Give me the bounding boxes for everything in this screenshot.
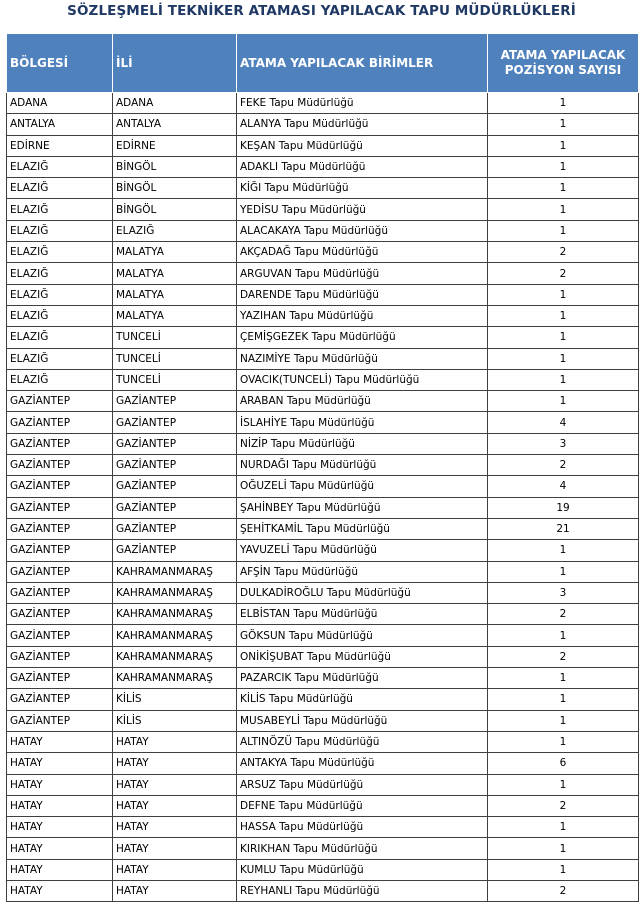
table-row bbox=[7, 199, 639, 220]
unit-cell: YEDİSU Tapu Müdürlüğü bbox=[237, 199, 488, 220]
column-header-position-count: ATAMA YAPILACAK POZİSYON SAYISI bbox=[488, 34, 639, 93]
table-row bbox=[7, 646, 639, 667]
table-row bbox=[7, 433, 639, 454]
unit-cell: AFŞİN Tapu Müdürlüğü bbox=[237, 561, 488, 582]
position-count-cell: 1 bbox=[488, 731, 639, 752]
province-cell: HATAY bbox=[113, 838, 237, 859]
position-count-cell: 1 bbox=[488, 838, 639, 859]
column-header-province: İLİ bbox=[113, 34, 237, 93]
unit-cell: ALTINÖZÜ Tapu Müdürlüğü bbox=[237, 731, 488, 752]
column-header-unit: ATAMA YAPILACAK BİRİMLER bbox=[237, 34, 488, 93]
region-cell: HATAY bbox=[7, 859, 113, 880]
position-count-cell: 1 bbox=[488, 199, 639, 220]
position-count-cell: 1 bbox=[488, 774, 639, 795]
table-row bbox=[7, 795, 639, 816]
table-row bbox=[7, 220, 639, 241]
unit-cell: NURDAĞI Tapu Müdürlüğü bbox=[237, 455, 488, 476]
unit-cell: DARENDE Tapu Müdürlüğü bbox=[237, 284, 488, 305]
province-cell: BİNGÖL bbox=[113, 199, 237, 220]
position-count-cell: 1 bbox=[488, 369, 639, 390]
region-cell: GAZİANTEP bbox=[7, 646, 113, 667]
unit-cell: REYHANLI Tapu Müdürlüğü bbox=[237, 880, 488, 901]
position-count-cell: 2 bbox=[488, 263, 639, 284]
table-row bbox=[7, 753, 639, 774]
region-cell: HATAY bbox=[7, 774, 113, 795]
position-count-cell: 3 bbox=[488, 433, 639, 454]
province-cell: HATAY bbox=[113, 753, 237, 774]
unit-cell: ŞEHİTKAMİL Tapu Müdürlüğü bbox=[237, 518, 488, 539]
position-count-cell: 2 bbox=[488, 646, 639, 667]
table-row bbox=[7, 668, 639, 689]
position-count-cell: 2 bbox=[488, 880, 639, 901]
unit-cell: HASSA Tapu Müdürlüğü bbox=[237, 817, 488, 838]
region-cell: ANTALYA bbox=[7, 114, 113, 135]
table-row bbox=[7, 561, 639, 582]
province-cell: TUNCELİ bbox=[113, 369, 237, 390]
table-row bbox=[7, 242, 639, 263]
table-row bbox=[7, 455, 639, 476]
table-row bbox=[7, 263, 639, 284]
unit-cell: AKÇADAĞ Tapu Müdürlüğü bbox=[237, 242, 488, 263]
region-cell: ELAZIĞ bbox=[7, 305, 113, 326]
unit-cell: GÖKSUN Tapu Müdürlüğü bbox=[237, 625, 488, 646]
unit-cell: NİZİP Tapu Müdürlüğü bbox=[237, 433, 488, 454]
region-cell: GAZİANTEP bbox=[7, 476, 113, 497]
region-cell: ELAZIĞ bbox=[7, 327, 113, 348]
province-cell: MALATYA bbox=[113, 242, 237, 263]
province-cell: HATAY bbox=[113, 795, 237, 816]
position-count-cell: 1 bbox=[488, 305, 639, 326]
position-count-cell: 1 bbox=[488, 327, 639, 348]
province-cell: KAHRAMANMARAŞ bbox=[113, 625, 237, 646]
province-cell: KAHRAMANMARAŞ bbox=[113, 582, 237, 603]
position-count-cell: 1 bbox=[488, 93, 639, 114]
region-cell: HATAY bbox=[7, 795, 113, 816]
region-cell: GAZİANTEP bbox=[7, 412, 113, 433]
province-cell: KAHRAMANMARAŞ bbox=[113, 604, 237, 625]
province-cell: ELAZIĞ bbox=[113, 220, 237, 241]
position-count-cell: 1 bbox=[488, 284, 639, 305]
table-row bbox=[7, 838, 639, 859]
province-cell: ADANA bbox=[113, 93, 237, 114]
position-count-cell: 2 bbox=[488, 604, 639, 625]
table-row bbox=[7, 817, 639, 838]
region-cell: GAZİANTEP bbox=[7, 391, 113, 412]
region-cell: ADANA bbox=[7, 93, 113, 114]
province-cell: KİLİS bbox=[113, 710, 237, 731]
table-row bbox=[7, 284, 639, 305]
region-cell: GAZİANTEP bbox=[7, 710, 113, 731]
region-cell: ELAZIĞ bbox=[7, 348, 113, 369]
table-row bbox=[7, 93, 639, 114]
table-row bbox=[7, 731, 639, 752]
position-count-cell: 3 bbox=[488, 582, 639, 603]
region-cell: ELAZIĞ bbox=[7, 369, 113, 390]
position-count-cell: 4 bbox=[488, 476, 639, 497]
province-cell: KİLİS bbox=[113, 689, 237, 710]
region-cell: ELAZIĞ bbox=[7, 263, 113, 284]
region-cell: GAZİANTEP bbox=[7, 625, 113, 646]
table-row bbox=[7, 348, 639, 369]
position-count-cell: 1 bbox=[488, 561, 639, 582]
province-cell: GAZİANTEP bbox=[113, 391, 237, 412]
unit-cell: ANTAKYA Tapu Müdürlüğü bbox=[237, 753, 488, 774]
unit-cell: YAVUZELİ Tapu Müdürlüğü bbox=[237, 540, 488, 561]
position-count-cell: 1 bbox=[488, 710, 639, 731]
position-count-cell: 4 bbox=[488, 412, 639, 433]
unit-cell: NAZIMİYE Tapu Müdürlüğü bbox=[237, 348, 488, 369]
table-row bbox=[7, 476, 639, 497]
table-row bbox=[7, 369, 639, 390]
unit-cell: KIRIKHAN Tapu Müdürlüğü bbox=[237, 838, 488, 859]
province-cell: HATAY bbox=[113, 774, 237, 795]
table-header-row bbox=[7, 34, 639, 93]
region-cell: HATAY bbox=[7, 880, 113, 901]
region-cell: GAZİANTEP bbox=[7, 518, 113, 539]
unit-cell: YAZIHAN Tapu Müdürlüğü bbox=[237, 305, 488, 326]
province-cell: TUNCELİ bbox=[113, 327, 237, 348]
table-row bbox=[7, 689, 639, 710]
region-cell: GAZİANTEP bbox=[7, 540, 113, 561]
province-cell: HATAY bbox=[113, 817, 237, 838]
position-count-cell: 1 bbox=[488, 156, 639, 177]
position-count-cell: 1 bbox=[488, 859, 639, 880]
region-cell: GAZİANTEP bbox=[7, 497, 113, 518]
table-row bbox=[7, 327, 639, 348]
column-header-region: BÖLGESİ bbox=[7, 34, 113, 93]
table-row bbox=[7, 604, 639, 625]
table-row bbox=[7, 497, 639, 518]
position-count-cell: 1 bbox=[488, 114, 639, 135]
table-row bbox=[7, 774, 639, 795]
province-cell: HATAY bbox=[113, 731, 237, 752]
table-row bbox=[7, 582, 639, 603]
region-cell: HATAY bbox=[7, 838, 113, 859]
region-cell: HATAY bbox=[7, 731, 113, 752]
province-cell: GAZİANTEP bbox=[113, 497, 237, 518]
unit-cell: ALACAKAYA Tapu Müdürlüğü bbox=[237, 220, 488, 241]
position-count-cell: 1 bbox=[488, 668, 639, 689]
position-count-cell: 2 bbox=[488, 795, 639, 816]
unit-cell: ARABAN Tapu Müdürlüğü bbox=[237, 391, 488, 412]
position-count-cell: 1 bbox=[488, 817, 639, 838]
unit-cell: PAZARCIK Tapu Müdürlüğü bbox=[237, 668, 488, 689]
unit-cell: DEFNE Tapu Müdürlüğü bbox=[237, 795, 488, 816]
region-cell: EDİRNE bbox=[7, 135, 113, 156]
unit-cell: KEŞAN Tapu Müdürlüğü bbox=[237, 135, 488, 156]
region-cell: ELAZIĞ bbox=[7, 178, 113, 199]
table-body bbox=[7, 93, 639, 902]
province-cell: MALATYA bbox=[113, 263, 237, 284]
province-cell: GAZİANTEP bbox=[113, 540, 237, 561]
province-cell: KAHRAMANMARAŞ bbox=[113, 668, 237, 689]
position-count-cell: 1 bbox=[488, 540, 639, 561]
province-cell: MALATYA bbox=[113, 305, 237, 326]
unit-cell: ARSUZ Tapu Müdürlüğü bbox=[237, 774, 488, 795]
position-count-cell: 2 bbox=[488, 455, 639, 476]
position-count-cell: 2 bbox=[488, 242, 639, 263]
unit-cell: MUSABEYLİ Tapu Müdürlüğü bbox=[237, 710, 488, 731]
province-cell: TUNCELİ bbox=[113, 348, 237, 369]
province-cell: KAHRAMANMARAŞ bbox=[113, 561, 237, 582]
region-cell: ELAZIĞ bbox=[7, 220, 113, 241]
unit-cell: FEKE Tapu Müdürlüğü bbox=[237, 93, 488, 114]
region-cell: GAZİANTEP bbox=[7, 689, 113, 710]
position-count-cell: 1 bbox=[488, 348, 639, 369]
table-row bbox=[7, 114, 639, 135]
position-count-cell: 1 bbox=[488, 625, 639, 646]
table-row bbox=[7, 625, 639, 646]
table-row bbox=[7, 880, 639, 901]
position-count-cell: 21 bbox=[488, 518, 639, 539]
province-cell: KAHRAMANMARAŞ bbox=[113, 646, 237, 667]
table-row bbox=[7, 178, 639, 199]
region-cell: HATAY bbox=[7, 817, 113, 838]
province-cell: GAZİANTEP bbox=[113, 476, 237, 497]
unit-cell: ŞAHİNBEY Tapu Müdürlüğü bbox=[237, 497, 488, 518]
position-count-cell: 1 bbox=[488, 689, 639, 710]
table-row bbox=[7, 156, 639, 177]
unit-cell: KİĞI Tapu Müdürlüğü bbox=[237, 178, 488, 199]
region-cell: GAZİANTEP bbox=[7, 561, 113, 582]
unit-cell: ÇEMİŞGEZEK Tapu Müdürlüğü bbox=[237, 327, 488, 348]
province-cell: EDİRNE bbox=[113, 135, 237, 156]
unit-cell: ARGUVAN Tapu Müdürlüğü bbox=[237, 263, 488, 284]
unit-cell: ELBİSTAN Tapu Müdürlüğü bbox=[237, 604, 488, 625]
table-row bbox=[7, 710, 639, 731]
unit-cell: OVACIK(TUNCELİ) Tapu Müdürlüğü bbox=[237, 369, 488, 390]
province-cell: HATAY bbox=[113, 880, 237, 901]
province-cell: GAZİANTEP bbox=[113, 433, 237, 454]
region-cell: HATAY bbox=[7, 753, 113, 774]
region-cell: ELAZIĞ bbox=[7, 199, 113, 220]
position-count-cell: 1 bbox=[488, 220, 639, 241]
unit-cell: OĞUZELİ Tapu Müdürlüğü bbox=[237, 476, 488, 497]
unit-cell: ONİKİŞUBAT Tapu Müdürlüğü bbox=[237, 646, 488, 667]
region-cell: ELAZIĞ bbox=[7, 156, 113, 177]
region-cell: GAZİANTEP bbox=[7, 433, 113, 454]
province-cell: HATAY bbox=[113, 859, 237, 880]
region-cell: GAZİANTEP bbox=[7, 455, 113, 476]
region-cell: GAZİANTEP bbox=[7, 582, 113, 603]
region-cell: ELAZIĞ bbox=[7, 242, 113, 263]
province-cell: MALATYA bbox=[113, 284, 237, 305]
assignment-table bbox=[6, 33, 639, 902]
unit-cell: İSLAHİYE Tapu Müdürlüğü bbox=[237, 412, 488, 433]
province-cell: GAZİANTEP bbox=[113, 455, 237, 476]
table-row bbox=[7, 859, 639, 880]
unit-cell: KİLİS Tapu Müdürlüğü bbox=[237, 689, 488, 710]
table-row bbox=[7, 391, 639, 412]
province-cell: BİNGÖL bbox=[113, 178, 237, 199]
unit-cell: KUMLU Tapu Müdürlüğü bbox=[237, 859, 488, 880]
region-cell: GAZİANTEP bbox=[7, 668, 113, 689]
province-cell: BİNGÖL bbox=[113, 156, 237, 177]
province-cell: GAZİANTEP bbox=[113, 412, 237, 433]
region-cell: ELAZIĞ bbox=[7, 284, 113, 305]
position-count-cell: 1 bbox=[488, 178, 639, 199]
unit-cell: DULKADİROĞLU Tapu Müdürlüğü bbox=[237, 582, 488, 603]
position-count-cell: 1 bbox=[488, 391, 639, 412]
province-cell: GAZİANTEP bbox=[113, 518, 237, 539]
table-row bbox=[7, 518, 639, 539]
province-cell: ANTALYA bbox=[113, 114, 237, 135]
unit-cell: ALANYA Tapu Müdürlüğü bbox=[237, 114, 488, 135]
region-cell: GAZİANTEP bbox=[7, 604, 113, 625]
position-count-cell: 19 bbox=[488, 497, 639, 518]
unit-cell: ADAKLI Tapu Müdürlüğü bbox=[237, 156, 488, 177]
table-row bbox=[7, 412, 639, 433]
table-row bbox=[7, 135, 639, 156]
document-title: SÖZLEŞMELİ TEKNİKER ATAMASI YAPILACAK TAPU MÜDÜRLÜKLERİ bbox=[67, 3, 576, 19]
position-count-cell: 1 bbox=[488, 135, 639, 156]
table-row bbox=[7, 540, 639, 561]
position-count-cell: 6 bbox=[488, 753, 639, 774]
table-row bbox=[7, 305, 639, 326]
